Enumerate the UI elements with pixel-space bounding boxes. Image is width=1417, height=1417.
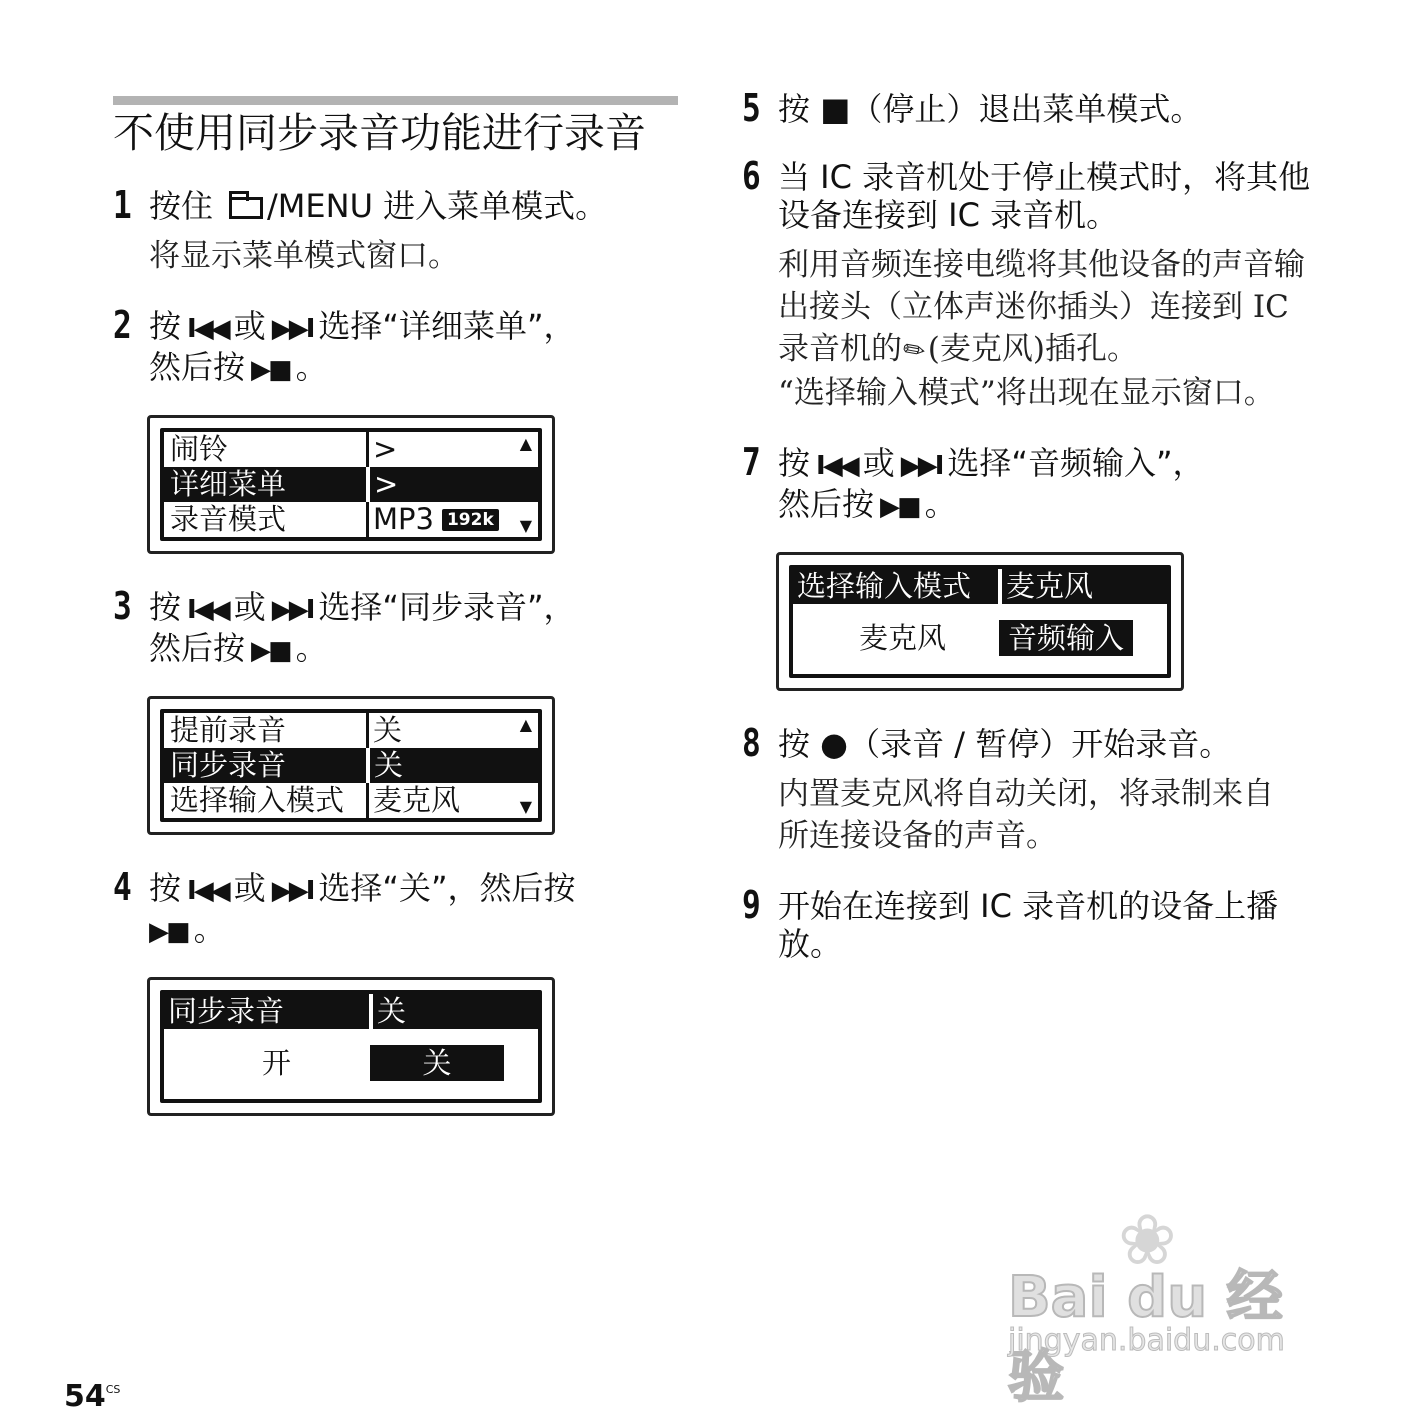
folder-icon xyxy=(229,197,263,219)
step-number: 4 xyxy=(113,865,132,909)
step-number: 7 xyxy=(742,440,761,484)
previous-track-icon: I◀◀ xyxy=(187,595,228,625)
page-number: $54^{CS}$ xyxy=(64,1379,121,1414)
language-code: CS xyxy=(105,1383,121,1396)
menu-row: 闹铃 > ▲ xyxy=(164,432,538,467)
play-stop-icon: ▶■ xyxy=(880,492,919,522)
section-title: 不使用同步录音功能进行录音 xyxy=(113,109,646,157)
menu-row-selected: 同步录音 关 xyxy=(164,748,538,783)
microphone-icon: ✎ xyxy=(897,332,933,370)
lcd-screen-menu xyxy=(147,415,555,554)
next-track-icon: ▶▶I xyxy=(271,314,313,344)
lcd-screen-sync xyxy=(147,696,555,835)
step-9: 9 开始在连接到 IC 录音机的设备上播放。 xyxy=(742,883,1279,963)
scroll-up-icon: ▲ xyxy=(519,715,532,734)
baidu-watermark xyxy=(1008,1199,1338,1410)
scroll-up-icon: ▲ xyxy=(519,434,532,453)
step-2: 2 按 I◀◀ 或 ▶▶I 选择“详细菜单”， 然后按 ▶■ 。 xyxy=(113,307,678,389)
next-track-icon: ▶▶I xyxy=(271,876,313,906)
menu-row: 录音模式 MP3 192k ▼ xyxy=(164,502,538,537)
paw-logo-icon: ❀ xyxy=(1118,1199,1177,1281)
option-off-selected: 关 xyxy=(370,1045,504,1081)
step-number: 3 xyxy=(113,584,132,628)
play-stop-icon: ▶■ xyxy=(251,355,290,385)
option-microphone: 麦克风 xyxy=(859,621,947,655)
next-track-icon: ▶▶I xyxy=(900,451,942,481)
step-number: 9 xyxy=(742,883,761,927)
lcd-screen-input-dialog xyxy=(776,552,1184,691)
title-rule xyxy=(113,96,678,105)
step-number: 5 xyxy=(742,86,761,130)
play-stop-icon: ▶■ xyxy=(251,636,290,666)
step-8: 8 按 ●（录音 / 暂停）开始录音。 内置麦克风将自动关闭，将录制来自所连接设备的声音。 xyxy=(742,721,1274,854)
scroll-down-icon: ▼ xyxy=(519,516,532,535)
next-track-icon: ▶▶I xyxy=(271,595,313,625)
previous-track-icon: I◀◀ xyxy=(187,314,228,344)
menu-row-selected: 详细菜单 > xyxy=(164,467,538,502)
step-1: 1 按住 /MENU 进入菜单模式。 将显示菜单模式窗口。 xyxy=(113,187,678,277)
dialog-header: 同步录音 关 xyxy=(164,994,538,1029)
dialog-header: 选择输入模式 麦克风 xyxy=(793,569,1167,604)
step-5: 5 按 ■（停止）退出菜单模式。 xyxy=(742,86,1203,130)
scroll-down-icon: ▼ xyxy=(519,797,532,816)
watermark-url: jingyan.baidu.com xyxy=(1008,1323,1285,1358)
option-on: 开 xyxy=(262,1046,292,1080)
step-number: 2 xyxy=(113,303,132,347)
step-6: 6 当 IC 录音机处于停止模式时，将其他设备连接到 IC 录音机。 利用音频连接电缆将其他设备的声音输出接头（立体声迷你插头）连接到 IC 录音机的✎(麦克风)插孔。 “选择输入模式”将出现在显示窗口。 xyxy=(742,154,1311,411)
step-number: 6 xyxy=(742,154,761,198)
lcd-screen-sync-dialog xyxy=(147,977,555,1116)
menu-row: 提前录音 关 ▲ xyxy=(164,713,538,748)
previous-track-icon: I◀◀ xyxy=(816,451,857,481)
menu-row: 选择输入模式 麦克风 ▼ xyxy=(164,783,538,818)
step-4: 4 按 I◀◀ 或 ▶▶I 选择“关”，然后按 ▶■ 。 xyxy=(113,869,678,951)
option-audio-input-selected: 音频输入 xyxy=(999,620,1133,656)
left-column xyxy=(113,96,678,1150)
watermark-logo: Bai du 经验 xyxy=(1008,1265,1283,1410)
step-note: 将显示菜单模式窗口。 xyxy=(149,238,459,274)
step-3: 3 按 I◀◀ 或 ▶▶I 选择“同步录音”， 然后按 ▶■ 。 xyxy=(113,588,678,670)
step-7: 7 按 I◀◀ 或 ▶▶I 选择“音频输入”， 然后按 ▶■ 。 xyxy=(742,444,1342,526)
play-stop-icon: ▶■ xyxy=(149,917,188,947)
previous-track-icon: I◀◀ xyxy=(187,876,228,906)
step-number: 8 xyxy=(742,721,761,765)
bitrate-badge: 192k xyxy=(442,509,499,531)
right-column xyxy=(742,86,1342,993)
step-number: 1 xyxy=(113,183,132,227)
